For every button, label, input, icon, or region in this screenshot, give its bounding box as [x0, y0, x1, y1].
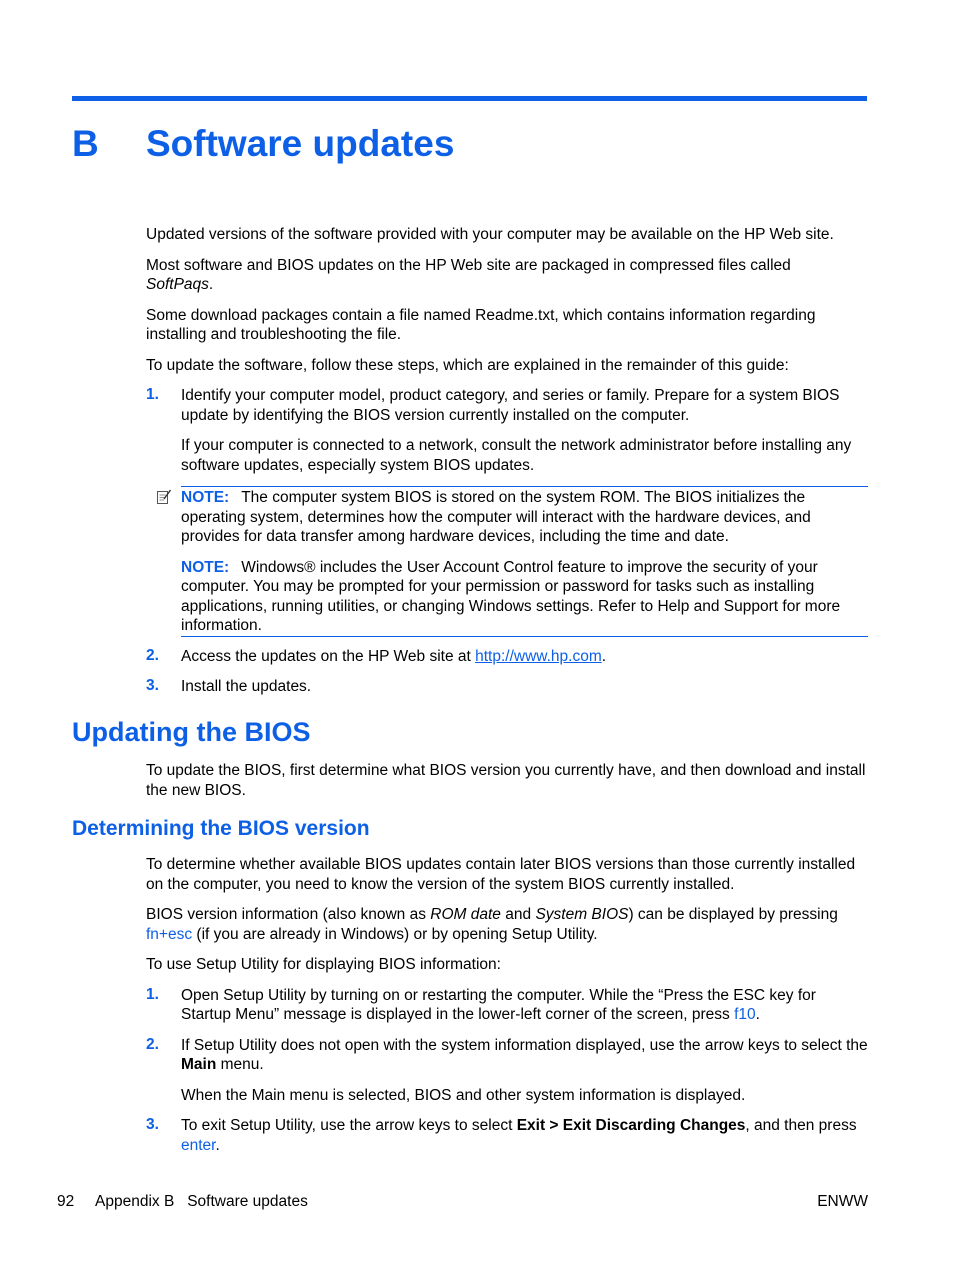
p2-and: and [505, 906, 532, 923]
step-number: 1. [146, 386, 159, 403]
version-step-2 [146, 1036, 868, 1106]
intro-paragraph-3: Some download packages contain a file named Readme.txt, which contains information regarding installing and troubleshooting the file. [146, 306, 816, 343]
step-text [181, 1116, 868, 1155]
step-1 [146, 386, 868, 475]
v3-text-b: , and then press [745, 1117, 857, 1134]
version-step-1 [146, 986, 868, 1025]
intro-paragraph-1: Updated versions of the software provided with your computer may be available on the HP Web site. [146, 226, 834, 243]
note-text: The computer system BIOS is stored on the system ROM. The BIOS initializes the operating system, determines how the computer will interact with the hardware devices, and provides for data transfer among hardware devices, including the time and date. [181, 489, 811, 545]
step-text: Install the updates. [181, 678, 312, 695]
system-bios-term: System BIOS [535, 906, 629, 923]
section-heading-updating-bios: Updating the BIOS [72, 717, 311, 747]
p2-c: (if you are already in Windows) or by opening Setup Utility. [196, 925, 598, 943]
version-body [146, 855, 868, 1166]
step-2-end: . [601, 647, 607, 665]
footer-title: Appendix B Software updates [95, 1193, 308, 1210]
step-subtext: When the Main menu is selected, BIOS and other system information is displayed. [181, 1086, 746, 1104]
intro-p2-text: Most software and BIOS updates on the HP Web site are packaged in compressed files called [146, 256, 791, 274]
intro-paragraph-4: To update the software, follow these steps, which are explained in the remainder of this guide: [146, 356, 789, 374]
main-menu-term: Main [181, 1056, 217, 1073]
bios-paragraph: To update the BIOS, first determine what BIOS version you currently have, and then download and install the new BIOS. [146, 762, 866, 799]
chapter-letter: B [72, 123, 99, 164]
step-3 [146, 677, 868, 697]
fn-esc-key: fn+esc [146, 925, 193, 943]
version-paragraph-2 [146, 905, 868, 944]
enter-key: enter [181, 1136, 216, 1154]
step-2-text: Access the updates on the HP Web site at [181, 647, 471, 665]
chapter-rule [72, 96, 867, 101]
chapter-body [146, 225, 868, 708]
p2-a: BIOS version information (also known as [146, 906, 426, 923]
step-subtext: If your computer is connected to a network, consult the network administrator before installing any software updates, especially system BIOS updates. [181, 437, 852, 474]
rom-date-term: ROM date [430, 906, 501, 923]
bios-intro [146, 761, 868, 800]
note-label: NOTE: [181, 489, 230, 506]
subsection-heading-bios-version: Determining the BIOS version [72, 817, 370, 840]
step-number: 1. [146, 985, 159, 1003]
footer-right: ENWW [817, 1193, 868, 1210]
note-1 [181, 487, 868, 547]
step-text [181, 986, 868, 1025]
chapter-title: Software updates [146, 123, 455, 164]
step-text [181, 1036, 868, 1075]
version-paragraph-3: To use Setup Utility for displaying BIOS information: [146, 956, 501, 973]
version-step-3 [146, 1116, 868, 1155]
intro-paragraph-2 [146, 256, 868, 295]
note-text: Windows® includes the User Account Control feature to improve the security of your computer. You may be prompted for your permission or password for tasks such as installing applications, running utilities, or changing Windows settings. Refer to Help and Support for more information. [181, 558, 841, 634]
step-number: 2. [146, 1035, 159, 1053]
page-number: 92 [57, 1193, 75, 1210]
f10-key: f10 [734, 1006, 756, 1023]
note-label: NOTE: [181, 558, 230, 576]
step-text: Identify your computer model, product category, and series or family. Prepare for a system BIOS update by identifying the BIOS version currently installed on the computer. [181, 387, 840, 424]
v3-text-a: To exit Setup Utility, use the arrow keys to select [181, 1117, 513, 1134]
exit-discarding-term: Exit > Exit Discarding Changes [516, 1117, 746, 1134]
version-paragraph-1: To determine whether available BIOS updates contain later BIOS versions than those currently installed on the computer, you need to know the version of the system BIOS currently installed. [146, 856, 856, 893]
note-icon [156, 489, 172, 505]
note-box [181, 486, 868, 637]
v2-text-b: menu. [220, 1056, 264, 1073]
step-text [181, 647, 868, 667]
step-number: 2. [146, 646, 159, 664]
step-number: 3. [146, 1116, 159, 1133]
softpaqs-term: SoftPaqs [146, 276, 209, 293]
hp-website-link[interactable]: http://www.hp.com [475, 647, 602, 665]
step-2 [146, 647, 868, 667]
p2-b: ) can be displayed by pressing [628, 906, 838, 923]
note-2 [181, 558, 868, 636]
intro-p2-end: . [208, 276, 214, 293]
v1-end: . [755, 1006, 760, 1023]
v3-end: . [215, 1136, 220, 1154]
v1-text: Open Setup Utility by turning on or restarting the computer. While the “Press the ESC key for Startup Menu” message is displayed in the lower-left corner of the screen, press [181, 986, 816, 1023]
v2-text-a: If Setup Utility does not open with the system information displayed, use the arrow keys to select the [181, 1036, 868, 1054]
step-number: 3. [146, 677, 159, 694]
